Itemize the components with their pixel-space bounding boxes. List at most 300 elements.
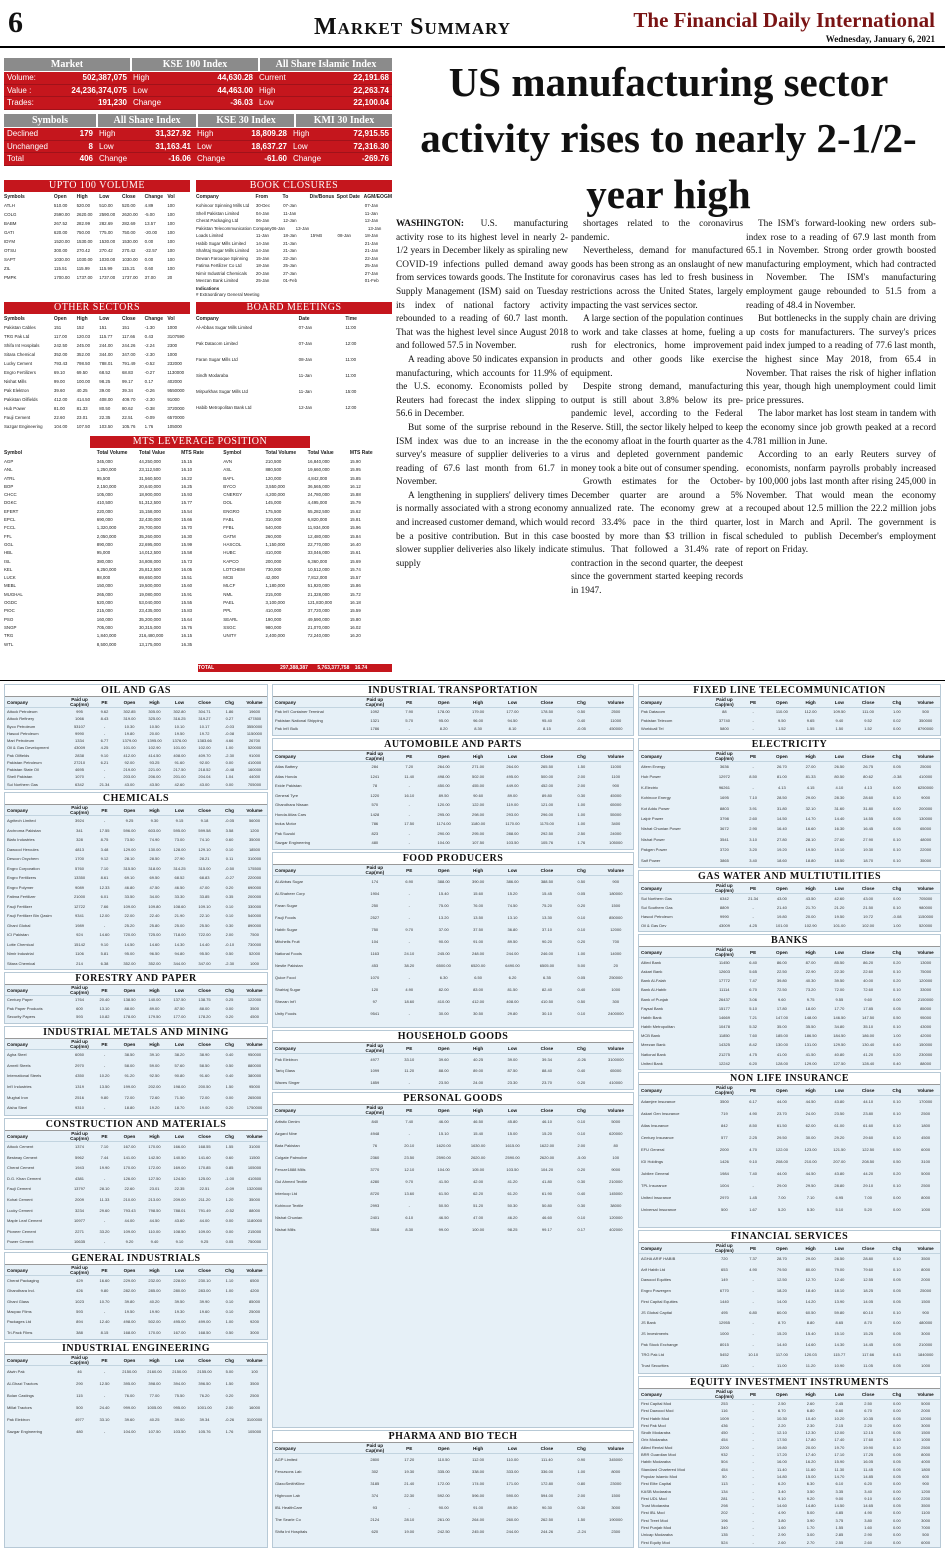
sector-cell: Security Papers [7,1014,36,1020]
table-cell: ISL [4,558,11,564]
column-label: PE [750,949,757,955]
sector-cell: 6000 [921,1147,931,1152]
sector-cell: 0.10 [892,969,901,975]
sector-title: GAS WATER AND MULTIUTILITIES [639,871,940,883]
sector-cell: 1615.00 [505,1143,520,1148]
column-label: Low [507,867,518,873]
article-paragraph [396,354,568,422]
sector-cell: 6.40 [749,960,758,965]
column-label: Paid up Cap(mn) [365,697,385,707]
market-cell: High [133,73,150,83]
table-header-cell: Total Volume [265,450,297,456]
sector-cell: Shell Pakistan [7,774,33,780]
column-label: Paid up Cap(mn) [365,1443,385,1453]
column-label: Low [834,1245,844,1251]
sector-cell: 305.00 [148,709,161,714]
sector-cell: Sitara Chemical [7,960,36,966]
sector-cell: 0.10 [892,1099,901,1104]
table-cell: Sazgar Engineering [4,424,43,429]
table-cell: 3720000 [167,406,185,411]
column-label: Paid up Cap(mn) [70,1131,89,1141]
sector-cell: 9.40 [835,717,844,723]
sector-row [639,1120,940,1132]
column-label: Open [123,699,136,705]
sector-cell: 34.00 [149,894,160,899]
sector-row [5,1082,267,1093]
sector-title: GENERAL INDUSTRIALS [5,1253,267,1265]
table-row [196,241,392,247]
sector-cell: 0.50 [577,999,586,1004]
sector-cell: 242.50 [437,1529,450,1534]
sector-cell: Millat Tractors [7,1405,32,1410]
column-label: Open [123,1357,136,1363]
sector-cell: 410.00 [437,999,450,1004]
sector-table-personal [272,1092,634,1428]
sector-cell: 89.00 [507,792,518,798]
sector-cell: 0.00 [892,1495,901,1501]
sector-cell: United Insurance [641,1195,672,1200]
table-row [4,517,392,523]
sector-cell: 92.00 [199,759,210,765]
sector-cell: 10478 [718,1024,730,1030]
sector-row [639,1013,940,1022]
table-row [4,476,392,482]
sector-cell: - [752,1510,754,1516]
sector-cell: 3400 [611,821,621,827]
article-paragraph [396,422,568,490]
sector-cell: 43.00 [199,781,210,787]
sector-row [639,1361,940,1372]
sector-cell: 61.00 [834,1123,845,1128]
sector-cell: 81.33 [805,774,816,780]
table-cell: 37,720,000 [307,608,330,614]
sector-cell: 1004 [719,1183,729,1188]
sector-cell: 0.00 [892,1539,901,1545]
table-cell [338,271,365,277]
sector-row [639,772,940,782]
sector-cell: Pakistan State Oil [7,767,39,773]
market-values [4,72,392,110]
sector-cell: 8.50 [749,774,758,780]
table-cell: -0.38 [144,406,155,411]
sector-cell: 14.50 [834,1503,845,1509]
sector-cell: 0.10 [892,1135,901,1140]
sector-cell: 126.00 [123,1175,136,1181]
sector-cell: 2.30 [806,1422,815,1428]
sector-cell: 14.30 [834,1341,845,1347]
table-cell: 15.86 [349,583,361,589]
sector-row [5,1276,267,1286]
table-header-cell: Change [144,316,163,322]
column-label: Close [540,867,554,873]
sector-cell: 10.82 [99,1014,110,1020]
column-label: Open [437,1045,450,1051]
sector-cell: 48000 [920,836,932,842]
sector-cell: 14.05 [863,1298,874,1304]
sector-cell: 1.00 [577,811,586,817]
sector-cell: Al-Shaheer Corp [275,891,305,896]
sector-cell: 7.60 [749,1033,758,1039]
sector-table-financial [638,1230,941,1374]
sector-cell: 0.10 [577,1131,586,1136]
sector-cell: 184.50 [833,1033,846,1039]
sector-row [639,1502,940,1509]
column-label: Chg [892,1245,902,1251]
table-cell: BABM [4,221,17,226]
column-label: High [805,699,816,705]
sector-cell: 172.00 [148,1165,161,1171]
sector-cell: 8015 [719,1341,729,1347]
table-cell [338,278,365,284]
table-cell: 730,000 [265,566,282,572]
sector-cell: 44.00 [199,1218,210,1224]
sector-cell: 80.62 [863,774,874,780]
sector-cell: 1630.00 [470,1143,486,1148]
sector-cell: - [752,1183,754,1188]
table-cell: KAPCO [223,558,239,564]
table-cell: 69.10 [53,370,65,375]
sector-cell: 43000 [920,1024,932,1030]
sector-cell: First Treet Mod [641,1517,668,1523]
sector-cell: 104.00 [123,1429,136,1434]
sector-cell: 6.10 [405,1215,414,1220]
sector-cell: 18500 [248,846,261,852]
sector-cell: 18.70 [863,857,874,863]
column-label: High [805,885,816,891]
sector-cell: 86.00 [776,960,787,965]
table-cell: 160,000 [96,616,113,622]
sector-cell: 29.60 [863,1135,874,1140]
table-cell: 15.91 [181,591,193,597]
market-cell: -269.76 [361,154,389,164]
sector-cell: 6.10 [835,1481,844,1487]
column-label: High [472,753,484,759]
sector-cell: Azgard Nine [275,1131,298,1136]
sector-cell: 595.00 [173,827,186,833]
sector-cell: 2124 [370,1517,380,1522]
column-label: Open [123,1133,136,1139]
sector-cell: 148.00 [804,1014,817,1020]
column-label: Close [198,699,211,705]
table-cell: Dewan Farooque Spinning [196,255,248,261]
column-label: Close [198,1357,211,1363]
sector-cell: 17.20 [404,1457,415,1462]
sector-cell: - [103,1239,106,1245]
sector-cell: 4381 [75,1175,84,1181]
sector-cell: 5.00 [806,1510,815,1516]
table-header-cell: Close [121,194,136,200]
table-row [4,248,190,254]
sector-column-header [5,697,267,708]
table-row [4,534,392,540]
sector-cell: 41.00 [776,1051,787,1057]
table-row [4,275,190,281]
sector-cell: 9.62 [100,709,109,714]
sector-cell: 13.10 [507,915,518,920]
sector-cell: Shezan Int'l [275,999,296,1004]
sector-cell: Pak Elektron [275,1057,298,1062]
market-row [4,85,392,98]
sector-cell: 41.20 [863,1051,874,1057]
sector-cell: 14.50 [776,815,787,821]
table-cell: 36,565,000 [307,483,330,489]
sector-cell: 0.20 [892,1051,901,1057]
sector-cell: 27210 [73,759,86,765]
sector-cell: 11.05 [863,1363,873,1369]
table-cell: 04-Jan [255,210,270,216]
sector-cell: 24.00 [473,1079,484,1085]
sector-cell: Nimir Industrial [7,951,34,956]
sector-cell: 29.00 [776,1183,787,1188]
sector-cell: Ferozsons Lab [275,1469,302,1474]
sector-cell: 2590.00 [505,1155,520,1160]
sector-cell: 0.40 [577,987,586,992]
table-cell: 27-Jan [283,270,297,276]
sector-cell: 1.00 [225,1319,234,1325]
sector-cell: 88.00 [124,1005,135,1011]
sector-cell: 0.00 [892,1320,901,1326]
table-cell: 344.00 [99,352,113,357]
sector-cell: 502.00 [148,1319,161,1325]
sector-row [639,1144,940,1156]
column-label: Paid up Cap(mn) [715,751,734,761]
sector-cell: 4977 [75,1417,84,1422]
table-cell: 2300 [167,343,178,348]
sector-cell: 1092 [370,709,380,714]
sector-cell: 1.00 [577,1469,586,1474]
sector-cell: 2.55 [835,1539,844,1545]
table-cell: 68.52 [99,370,111,375]
sector-cell: 520000 [918,923,933,928]
sector-cell: 6.90 [405,879,414,884]
table-cell: 37.00 [144,275,156,280]
sector-cell: 1859 [370,1079,380,1085]
sector-cell: 15.10 [438,1131,449,1136]
table-cell: FFBL [223,525,235,531]
sector-cell: 23.70 [776,1111,787,1116]
table-cell: 1030.00 [121,257,138,262]
sector-cell: 980000 [918,905,933,910]
sector-cell: 172.00 [437,1481,450,1486]
table-cell: 270.42 [121,248,136,253]
sector-cell: 1440 [719,1298,729,1304]
sector-cell: 2.20 [777,1422,786,1428]
sector-row [273,876,633,888]
sector-cell: 95.00 [438,717,449,723]
sector-row [273,717,633,726]
table-cell: 0.17 [144,379,154,384]
table-row [4,239,190,245]
sector-cell: 2160.00 [147,1369,162,1374]
sector-cell: 73.20 [805,987,816,993]
sector-cell: 74.90 [149,837,160,842]
sector-row [273,1478,633,1490]
sector-cell: - [103,1062,106,1068]
column-label: Low [834,753,844,759]
sector-cell: 146.50 [833,1014,846,1020]
sector-cell: - [752,1452,754,1458]
sector-cell: 250000 [609,975,623,980]
sector-cell: 1106 [75,951,84,956]
table-cell: 3,550,000 [265,483,286,489]
table-cell [223,642,265,648]
table-row [4,608,392,614]
table-cell: 1,150,000 [265,541,286,547]
sector-cell: 21.40 [404,1481,415,1486]
sector-cell: 14000 [610,951,622,956]
sector-cell: 18.00 [805,1005,816,1011]
sector-cell: 791.49 [198,1207,211,1213]
table-cell: 12-Jan [298,405,313,410]
sector-cell: 12.00 [99,913,110,918]
sector-cell: 524 [721,1539,728,1545]
sector-cell: 3.58 [225,827,234,833]
sector-row [639,804,940,814]
sector-cell: 30.00 [438,1011,449,1016]
sector-table-metal [4,1026,268,1116]
sector-cell: 1989 [75,922,84,928]
sector-cell: 230.10 [198,1278,211,1283]
sector-cell: 21275 [718,1051,730,1057]
sector-row [639,793,940,803]
table-cell: 104.00 [53,424,68,429]
sector-cell: 0.05 [577,975,586,980]
sector-cell: Attock Refinery [7,716,35,722]
sector-cell: 0.02 [892,717,901,723]
sector-cell: 95000 [920,1014,932,1020]
sector-row [639,835,940,845]
table-row [4,424,190,430]
sector-cell: 29.80 [507,1011,518,1016]
sector-cell: 402000 [609,1227,623,1232]
table-cell: 152 [76,325,84,330]
sector-cell: 20 [613,963,618,968]
sector-cell: - [103,1308,106,1314]
sector-cell: Indus Motor [275,821,297,827]
sector-cell: - [103,1052,106,1057]
sector-cell: 16000 [248,1405,261,1410]
table-cell: 15.83 [181,608,193,614]
column-label: Volume [607,1045,624,1051]
table-cell: 23,112,500 [138,467,161,473]
sector-cell: 15.40 [805,1331,816,1337]
sector-cell: 5.20 [864,1207,873,1212]
table-cell: 22-Jan [364,255,379,261]
table-row [196,203,392,209]
sector-cell: 265.50 [540,764,554,769]
sector-cell: 0.40 [577,1191,586,1196]
table-cell: Sitara Chemical [4,352,35,357]
sector-cell: 83.00 [473,987,484,992]
sector-cell: 128.00 [173,846,186,852]
table-row [4,343,190,349]
column-label: Volume [917,949,934,955]
sector-cell: Bestway Cement [7,1154,38,1160]
sector-cell: 3.91 [749,805,758,811]
column-label: Chg [892,885,902,891]
sector-cell: 5.81 [100,951,109,956]
sector-cell: 17.80 [776,1005,787,1011]
sector-cell: 1180 [720,1363,729,1369]
column-label: Close [861,949,875,955]
column-label: Volume [607,1445,624,1451]
sector-cell: 9.75 [806,996,815,1002]
sector-cell: 12.00 [834,1430,845,1436]
table-cell: PPL [223,608,232,614]
table-cell: 412.00 [53,397,68,402]
table-cell: 11:00 [345,357,357,362]
table-row [4,500,392,506]
sector-cell: 700 [612,939,620,944]
sector-cell: 149 [721,1277,728,1283]
sector-cell: 1170.00 [505,821,520,827]
sector-cell: 0.05 [892,1331,901,1337]
sector-cell: 167.00 [123,1144,136,1149]
sector-cell: 3.75 [835,1517,844,1523]
sector-cell: 39.50 [834,978,845,984]
table-cell: 51,920,000 [307,583,330,589]
sector-cell: 0.00 [225,1005,234,1011]
table-cell: 1030.00 [76,257,93,262]
sector-cell: 0.50 [225,1062,234,1068]
sector-cell: 11114 [719,987,730,993]
sector-cell: 8.20 [439,726,448,732]
sector-cell: 6.20 [508,975,517,980]
column-label: High [805,1245,816,1251]
sector-cell: MCB Bank [641,1033,661,1039]
sector-cell: Adamjee Insurance [641,1099,676,1104]
article-paragraph [746,449,936,558]
sector-row [639,958,940,967]
sector-cell: 0.00 [892,996,901,1002]
sector-cell: 1383.66 [197,738,212,744]
sector-cell: 5.10 [749,1005,758,1011]
sector-cell: 110.50 [437,1457,450,1462]
sector-cell: 0.05 [892,1452,901,1458]
sector-cell: 28.70 [776,1256,787,1261]
sector-cell: 999.00 [123,1405,136,1410]
sector-cell: 21.34 [748,896,759,901]
sector-cell: 76.00 [473,903,484,908]
sector-cell: 0.10 [892,1256,901,1261]
column-label: Chg [225,987,234,993]
sector-cell: 261.00 [437,1517,450,1522]
sector-cell: 2000 [719,1147,729,1152]
sector-cell: -0.05 [576,726,586,732]
sector-cell: 25000 [920,764,932,769]
sector-cell: 98.25 [507,1227,518,1232]
table-cell: 705,000 [96,624,113,630]
sector-cell: Packages Ltd [7,1319,32,1325]
sector-cell: 105000 [247,1165,262,1171]
sector-cell: 207.00 [833,1159,846,1164]
table-header-cell: Symbol [4,450,23,456]
sector-cell: 1023 [75,1298,84,1304]
sector-cell: -0.26 [576,1057,586,1062]
sector-cell: IBL HealthCare [275,1505,303,1510]
sector-cell: 5.20 [777,1207,786,1212]
sector-cell: 20.40 [99,997,110,1002]
sector-cell: 3500 [250,1005,259,1011]
sector-cell: 0.00 [892,1517,901,1523]
sector-row [273,1008,633,1020]
sector-table-forest [4,972,268,1024]
all-share-tab: All Share Index [98,114,196,127]
table-cell: 18-Jan [364,233,379,238]
sector-cell: 82.00 [438,987,449,992]
sector-cell: 23.50 [438,1079,449,1085]
sector-cell: 9.20 [125,1239,134,1245]
